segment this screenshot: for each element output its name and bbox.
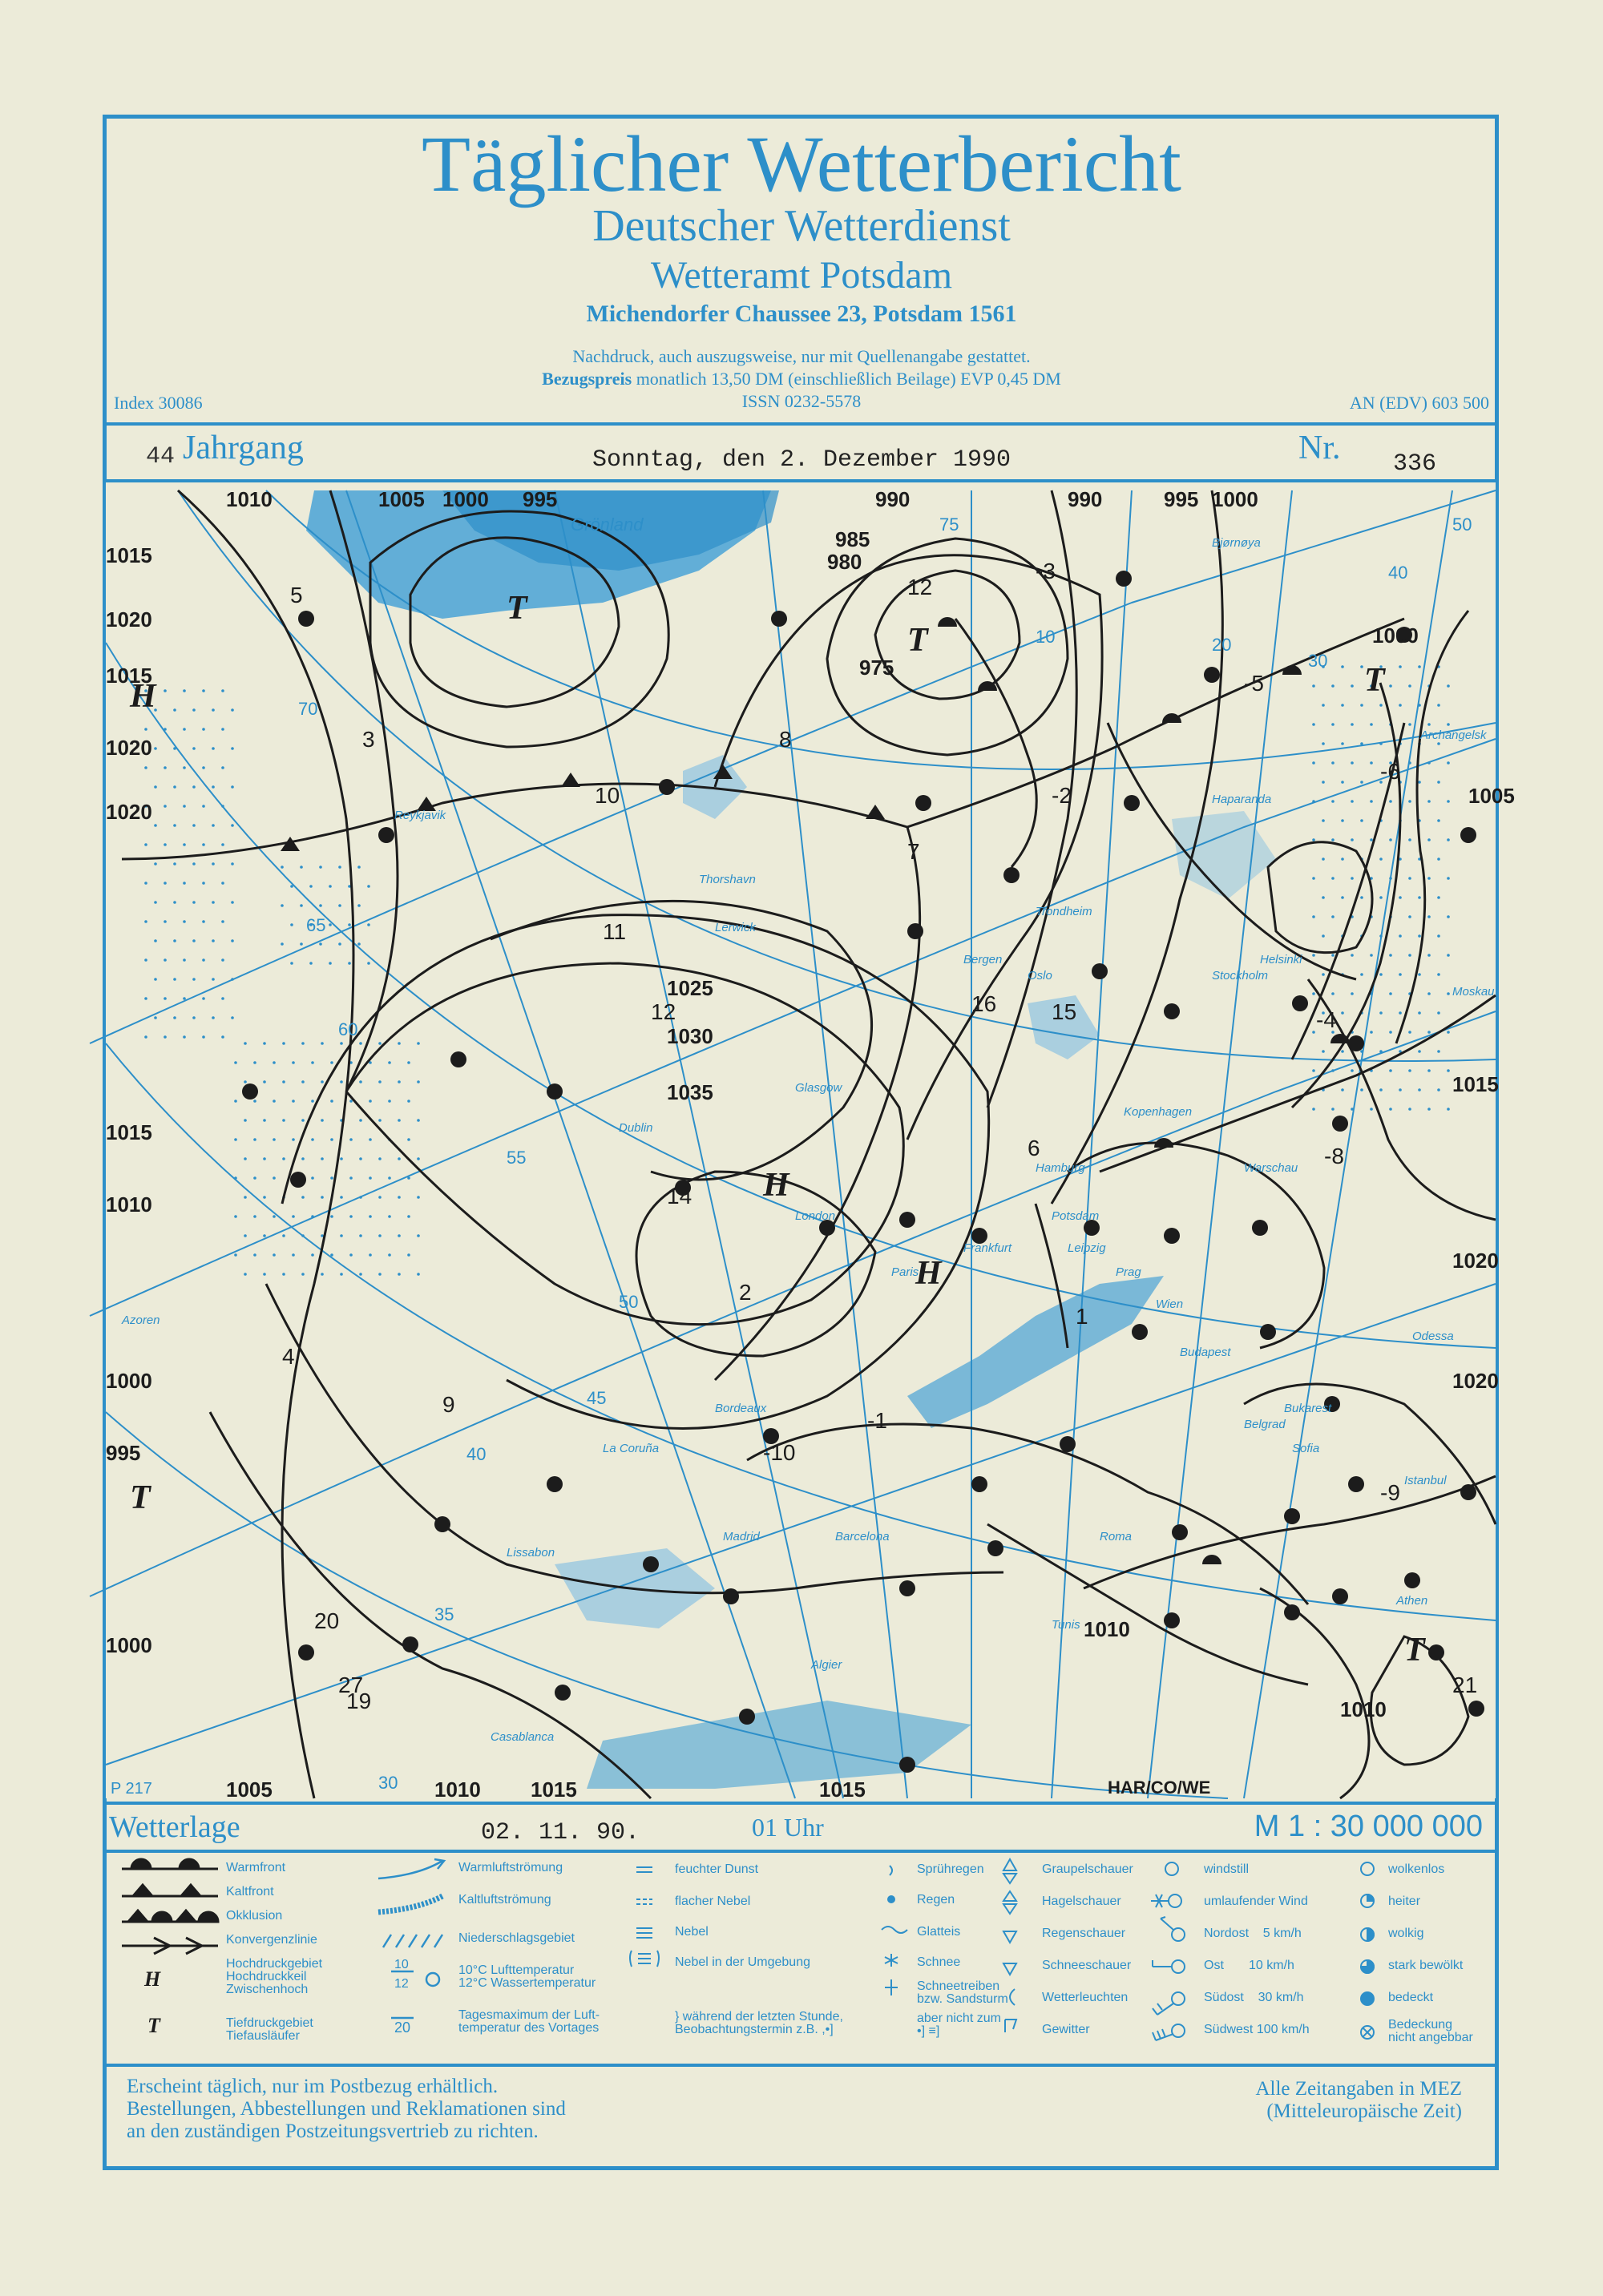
station-dot: [1164, 1612, 1180, 1628]
isobar-value-1005: 1005: [378, 487, 425, 511]
isobar-value-980: 980: [827, 550, 862, 574]
city-paris: Paris: [891, 1265, 919, 1279]
station-value: 4: [282, 1344, 295, 1369]
city-istanbul: Istanbul: [1404, 1474, 1447, 1487]
legend-cold-front: Kaltfront: [226, 1885, 274, 1899]
isobar-value-1030: 1030: [667, 1024, 713, 1048]
legend-graupel: Graupelschauer: [1042, 1862, 1133, 1876]
station-value: -2: [1052, 783, 1072, 808]
station-dot: [907, 923, 923, 939]
isobar-value-1005: 1005: [226, 1777, 273, 1802]
issue-number: 336: [1393, 450, 1437, 478]
station-dot: [1132, 1324, 1148, 1340]
legend-temp-top: 10: [394, 1958, 409, 1971]
city-odessa: Odessa: [1412, 1330, 1454, 1343]
station-dot: [1332, 1116, 1348, 1132]
isobar-value-1015: 1015: [106, 543, 152, 567]
city-reykjavik: Reykjavik: [394, 809, 446, 822]
legend-temp-bottom: 12: [394, 1977, 409, 1991]
year-number: 44: [146, 443, 176, 470]
station-dot: [971, 1476, 987, 1492]
station-dot: [242, 1083, 258, 1100]
low-pressure-center: T: [1364, 662, 1385, 699]
isobar-value-1000: 1000: [106, 1633, 152, 1657]
station-dot: [1060, 1436, 1076, 1452]
station-value: 21: [1452, 1673, 1478, 1697]
legend-snow-shower: Schneeschauer: [1042, 1959, 1132, 1972]
station-value: 10: [595, 783, 620, 808]
longitude-label: 30: [1308, 651, 1328, 671]
city-madrid: Madrid: [723, 1530, 760, 1543]
legend-intermediate-high: Zwischenhoch: [226, 1983, 309, 1996]
station-value: -5: [1244, 671, 1264, 696]
station-dot: [643, 1556, 659, 1572]
legend-clear: wolkenlos: [1388, 1862, 1445, 1876]
city-dublin: Dublin: [619, 1121, 653, 1135]
station-dot: [1092, 963, 1108, 979]
city-trondheim: Trondheim: [1036, 905, 1092, 918]
station-dot: [402, 1636, 418, 1652]
index-number: Index 30086: [114, 393, 203, 413]
latitude-label: 55: [507, 1148, 527, 1168]
station-value: 12: [651, 999, 676, 1024]
station-value: 15: [1052, 999, 1077, 1024]
legend-warm-front: Warmfront: [226, 1861, 286, 1874]
divider-header: [103, 422, 1499, 426]
legend-last-hour-1: } während der letzten Stunde,: [675, 2010, 843, 2024]
station-dot: [1404, 1572, 1420, 1588]
issue-date: Sonntag, den 2. Dezember 1990: [592, 446, 1011, 474]
high-pressure-center: H: [130, 678, 156, 715]
low-pressure-center: T: [130, 1479, 151, 1516]
longitude-label: 50: [1452, 514, 1472, 535]
divider-map-bottom: [103, 1802, 1499, 1805]
city-lerwick: Lerwick: [715, 921, 756, 934]
legend-not-at-time-2: •] ≡]: [917, 2024, 940, 2038]
city-lissabon: Lissabon: [507, 1546, 555, 1560]
legend-not-at-time: aber nicht zum: [917, 2012, 1001, 2025]
legend-variable-wind: umlaufender Wind: [1204, 1895, 1308, 1908]
station-dot: [378, 827, 394, 843]
station-dot: [1164, 1003, 1180, 1019]
legend-drifting-snow-1: Schneetreiben: [917, 1979, 1000, 1993]
legend-last-hour-2: Beobachtungstermin z.B. ,•]: [675, 2023, 834, 2036]
isobar-value-1000: 1000: [442, 487, 489, 511]
weather-map: [106, 482, 1515, 1802]
isobar-value-1020: 1020: [106, 736, 152, 760]
legend-low: Tiefdruckgebiet: [226, 2016, 313, 2030]
legend-precip-area: Niederschlagsgebiet: [458, 1931, 575, 1945]
isobar-value-1020: 1020: [1452, 1369, 1499, 1393]
price-text: monatlich 13,50 DM (einschließlich Beilage) EVP 0,45 DM: [636, 369, 1061, 389]
isobar-value-1020: 1020: [1452, 1249, 1499, 1273]
legend-drifting-snow-2: bzw. Sandsturm: [917, 1992, 1008, 2006]
map-scale: M 1 : 30 000 000: [1254, 1810, 1483, 1843]
station-dot: [659, 779, 675, 795]
legend-air-temp: 10°C Lufttemperatur: [458, 1963, 575, 1977]
latitude-label: 65: [306, 915, 326, 935]
latitude-label: 75: [939, 514, 959, 535]
station-value: 6: [1028, 1136, 1040, 1160]
station-dot: [1348, 1476, 1364, 1492]
city-bukarest: Bukarest: [1284, 1402, 1332, 1415]
legend-hail: Hagelschauer: [1042, 1895, 1121, 1908]
station-value: 3: [362, 727, 375, 752]
station-dot: [1460, 1484, 1476, 1500]
city-warschau: Warschau: [1244, 1161, 1298, 1175]
legend-sky-obscured-2: nicht angebbar: [1388, 2031, 1473, 2044]
isobar-value-1025: 1025: [667, 976, 713, 1000]
isobar-value-1035: 1035: [667, 1080, 713, 1104]
legend-overcast: bedeckt: [1388, 1991, 1434, 2004]
station-dot: [1252, 1220, 1268, 1236]
isobar-value-1015: 1015: [819, 1777, 866, 1802]
isobar-value-1000: 1000: [1212, 487, 1258, 511]
isobar-value-975: 975: [859, 656, 894, 680]
time-note-2: (Mitteleuropäische Zeit): [1266, 2100, 1462, 2122]
city-archangelsk: Archangelsk: [1420, 728, 1487, 742]
station-dot: [290, 1172, 306, 1188]
legend-lightning: Wetterleuchten: [1042, 1991, 1129, 2004]
city-stockholm: Stockholm: [1212, 969, 1269, 983]
legend: [106, 1851, 1496, 2060]
isobar-value-1005: 1005: [1468, 784, 1515, 808]
city-bergen: Bergen: [963, 953, 1003, 966]
station-value: 8: [779, 727, 792, 752]
legend-max-temp-1: Tagesmaximum der Luft-: [458, 2008, 600, 2022]
station-dot: [298, 1644, 314, 1660]
station-value: -8: [1324, 1144, 1344, 1168]
station-dot: [1348, 1035, 1364, 1051]
station-dot: [1260, 1324, 1276, 1340]
legend-high: Hochdruckgebiet: [226, 1957, 323, 1971]
station-dot: [1003, 867, 1020, 883]
plate-code: P 217: [111, 1780, 152, 1798]
legend-sky-obscured-1: Bedeckung: [1388, 2018, 1453, 2032]
station-dot: [1292, 995, 1308, 1011]
city-kopenhagen: Kopenhagen: [1124, 1105, 1193, 1119]
city-frankfurt: Frankfurt: [963, 1241, 1012, 1255]
isobar-value-1010: 1010: [1340, 1697, 1387, 1721]
legend-max-temp: 20: [394, 2020, 411, 2036]
legend-mostly-cloudy: stark bewölkt: [1388, 1959, 1464, 1972]
station-value: 12: [907, 575, 933, 599]
station-value: -1: [867, 1408, 887, 1433]
legend-drizzle: Sprühregen: [917, 1862, 984, 1876]
station-value: 7: [907, 839, 920, 864]
price-note: [0, 369, 1603, 389]
legend-fog: Nebel: [675, 1925, 709, 1939]
city-budapest: Budapest: [1180, 1346, 1231, 1359]
issn: ISSN 0232-5578: [741, 391, 862, 411]
office-name: Wetteramt Potsdam: [650, 254, 953, 297]
station-dot: [1164, 1228, 1180, 1244]
region-label: Grönland: [571, 514, 644, 535]
station-value: -10: [763, 1440, 796, 1465]
station-value: 5: [290, 583, 303, 607]
station-value: -3: [1036, 559, 1056, 583]
high-pressure-center: H: [763, 1167, 789, 1204]
station-dot: [1428, 1644, 1444, 1660]
isobar-value-1020: 1020: [106, 800, 152, 824]
low-pressure-center: T: [907, 622, 928, 659]
city-wien: Wien: [1156, 1297, 1184, 1311]
station-dot: [1116, 571, 1132, 587]
longitude-label: 40: [1388, 563, 1408, 583]
station-dot: [1460, 827, 1476, 843]
isobar-value-1010: 1010: [1084, 1617, 1130, 1641]
legend-calm: windstill: [1204, 1862, 1250, 1876]
city-london: London: [795, 1209, 836, 1223]
isobar-value-1000: 1000: [1372, 623, 1419, 648]
legend-fair: heiter: [1388, 1895, 1421, 1908]
isobar-value-1015: 1015: [106, 664, 152, 688]
city-leipzig: Leipzig: [1068, 1241, 1106, 1255]
latitude-label: 50: [619, 1292, 639, 1312]
station-dot: [1332, 1588, 1348, 1604]
legend-convergence: Konvergenzlinie: [226, 1933, 317, 1947]
legend-max-temp-2: temperatur des Vortages: [458, 2021, 600, 2035]
legend-high-ridge: Hochdruckkeil: [226, 1970, 307, 1983]
station-dot: [899, 1212, 915, 1228]
weather-situation-label: Wetterlage: [109, 1810, 240, 1844]
city-sofia: Sofia: [1292, 1442, 1320, 1455]
station-dot: [1468, 1701, 1484, 1717]
an-edv-number: AN (EDV) 603 500: [1349, 393, 1489, 413]
isobar-value-995: 995: [523, 487, 558, 511]
city-hamburg: Hamburg: [1036, 1161, 1085, 1175]
high-pressure-center: H: [915, 1255, 942, 1292]
city-tunis: Tunis: [1052, 1618, 1080, 1632]
time-note-1: Alle Zeitangaben in MEZ: [1255, 2078, 1462, 2100]
legend-wind-sw: Südwest 100 km/h: [1204, 2023, 1310, 2036]
low-pressure-center: T: [1404, 1632, 1425, 1669]
latitude-label: 45: [587, 1388, 607, 1408]
legend-wind-ne: Nordost 5 km/h: [1204, 1927, 1302, 1940]
city-moskau: Moskau: [1452, 985, 1495, 999]
city-roma: Roma: [1100, 1530, 1133, 1543]
city-prag: Prag: [1116, 1265, 1141, 1279]
legend-haze: feuchter Dunst: [675, 1862, 759, 1876]
isobar-value-1000: 1000: [106, 1369, 152, 1393]
city-oslo: Oslo: [1028, 969, 1052, 983]
station-value: 16: [971, 991, 997, 1016]
service-name: Deutscher Wetterdienst: [592, 201, 1011, 251]
isobar-value-1015: 1015: [106, 1120, 152, 1144]
isobar-value-990: 990: [1068, 487, 1103, 511]
station-dot: [723, 1588, 739, 1604]
legend-fog-vicinity: Nebel in der Umgebung: [675, 1955, 810, 1969]
station-value: 14: [667, 1184, 692, 1209]
isobar-value-990: 990: [875, 487, 911, 511]
station-dot: [739, 1709, 755, 1725]
legend-water-temp: 12°C Wassertemperatur: [458, 1976, 596, 1990]
legend-high-symbol: H: [144, 1967, 161, 1991]
station-dot: [450, 1051, 466, 1067]
legend-rain-shower: Regenschauer: [1042, 1927, 1126, 1940]
isobar-value-995: 995: [106, 1441, 141, 1465]
legend-cloudy: wolkig: [1388, 1927, 1424, 1940]
isobar-value-995: 995: [1164, 487, 1199, 511]
station-value: 20: [314, 1608, 340, 1633]
station-value: -4: [1316, 1007, 1336, 1032]
station-value: 11: [603, 919, 627, 944]
station-dot: [434, 1516, 450, 1532]
station-value: -9: [1380, 1480, 1400, 1505]
station-value: 27: [338, 1673, 364, 1697]
legend-rain: Regen: [917, 1893, 955, 1907]
legend-low-symbol: T: [147, 2014, 160, 2037]
divider-footer: [103, 2064, 1499, 2067]
station-dot: [1172, 1524, 1188, 1540]
latitude-label: 70: [298, 699, 318, 719]
city-potsdam: Potsdam: [1052, 1209, 1100, 1223]
footer-line-3: an den zuständigen Postzeitungsvertrieb zu richten.: [127, 2120, 539, 2142]
legend-cold-flow: Kaltluftströmung: [458, 1893, 551, 1907]
city-bordeaux: Bordeaux: [715, 1402, 767, 1415]
station-dot: [987, 1540, 1003, 1556]
city-thorshavn: Thorshavn: [699, 873, 756, 886]
latitude-label: 40: [466, 1444, 487, 1464]
station-dot: [1284, 1508, 1300, 1524]
station-dot: [899, 1757, 915, 1773]
isobar-value-1015: 1015: [1452, 1072, 1499, 1096]
footer-line-2: Bestellungen, Abbestellungen und Reklamationen sind: [127, 2098, 566, 2120]
city-azoren: Azoren: [122, 1313, 160, 1327]
legend-warm-flow: Warmluftströmung: [458, 1861, 563, 1874]
station-dot: [1284, 1604, 1300, 1620]
latitude-label: 60: [338, 1019, 358, 1039]
city-casablanca: Casablanca: [491, 1730, 555, 1744]
station-dot: [298, 611, 314, 627]
station-value: 9: [442, 1392, 455, 1417]
longitude-label: 10: [1036, 627, 1056, 647]
station-dot: [547, 1476, 563, 1492]
isobar-value-1015: 1015: [531, 1777, 577, 1802]
station-value: 19: [346, 1689, 372, 1713]
city-bjrnya: Bjørnøya: [1212, 536, 1261, 550]
station-dot: [899, 1580, 915, 1596]
station-dot: [547, 1083, 563, 1100]
city-glasgow: Glasgow: [795, 1081, 842, 1095]
station-dot: [1204, 667, 1220, 683]
legend-snow: Schnee: [917, 1955, 961, 1969]
latitude-label: 30: [378, 1773, 398, 1793]
city-barcelona: Barcelona: [835, 1530, 890, 1543]
city-algier: Algier: [811, 1658, 842, 1672]
station-value: 1: [1076, 1304, 1088, 1329]
isobar-value-1010: 1010: [106, 1192, 152, 1217]
station-dot: [915, 795, 931, 811]
legend-trough: Tiefausläufer: [226, 2029, 300, 2043]
isobar-value-1020: 1020: [106, 607, 152, 632]
weather-situation-date: 02. 11. 90.: [481, 1819, 640, 1846]
city-lacorua: La Coruña: [603, 1442, 660, 1455]
city-belgrad: Belgrad: [1244, 1418, 1286, 1431]
legend-thunderstorm: Gewitter: [1042, 2023, 1090, 2036]
reprint-note: Nachdruck, auch auszugsweise, nur mit Quellenangabe gestattet.: [572, 346, 1031, 366]
legend-shallow-fog: flacher Nebel: [675, 1895, 751, 1908]
station-value: 2: [739, 1280, 752, 1305]
station-value: -6: [1380, 759, 1400, 784]
station-dot: [771, 611, 787, 627]
latitude-label: 35: [434, 1604, 454, 1624]
price-label: Bezugspreis: [542, 369, 632, 389]
issue-number-label: Nr.: [1298, 430, 1341, 466]
station-dot: [555, 1685, 571, 1701]
analyst-code: HAR/CO/WE: [1108, 1777, 1211, 1798]
city-athen: Athen: [1396, 1594, 1428, 1608]
isobar-value-985: 985: [835, 527, 870, 551]
page-title: Täglicher Wetterbericht: [422, 119, 1181, 208]
legend-glaze: Glatteis: [917, 1925, 961, 1939]
year-label: Jahrgang: [183, 430, 304, 466]
low-pressure-center: T: [507, 590, 527, 627]
weather-situation-time: 01 Uhr: [752, 1813, 824, 1842]
footer-line-1: Erscheint täglich, nur im Postbezug erhältlich.: [127, 2076, 499, 2097]
isobar-value-1010: 1010: [434, 1777, 481, 1802]
longitude-label: 20: [1212, 635, 1232, 655]
legend-wind-se: Südost 30 km/h: [1204, 1991, 1304, 2004]
office-address: Michendorfer Chaussee 23, Potsdam 1561: [586, 301, 1017, 327]
legend-wind-e: Ost 10 km/h: [1204, 1959, 1294, 1972]
isobar-value-1010: 1010: [226, 487, 273, 511]
city-haparanda: Haparanda: [1212, 793, 1272, 806]
city-helsinki: Helsinki: [1260, 953, 1302, 966]
legend-occlusion: Okklusion: [226, 1909, 283, 1923]
station-dot: [1124, 795, 1140, 811]
